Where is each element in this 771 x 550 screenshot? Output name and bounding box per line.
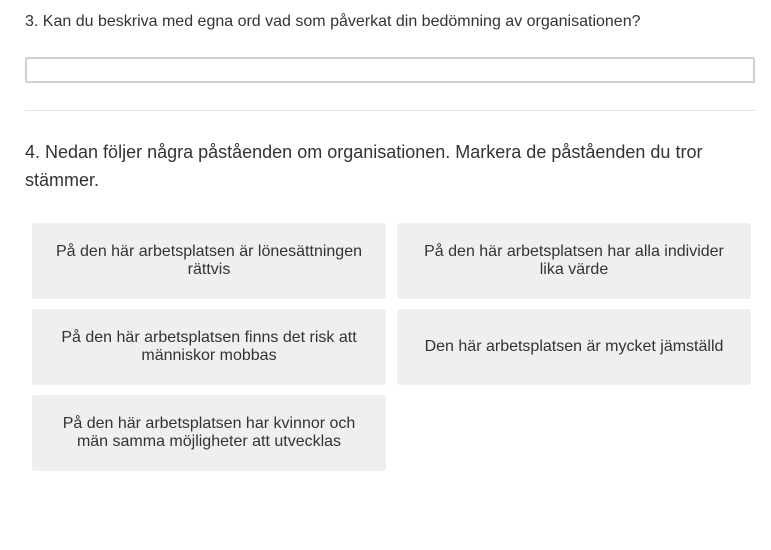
statement-option-label: På den här arbetsplatsen har alla individer lika värde	[424, 243, 724, 278]
question-4-text: 4. Nedan följer några påståenden om organisationen. Markera de påståenden du tror stämmer.	[25, 142, 703, 190]
statement-option-label: Den här arbetsplatsen är mycket jämställd	[424, 338, 724, 355]
statement-option-fair-salary[interactable]	[32, 223, 386, 299]
question-3-text: 3. Kan du beskriva med egna ord vad som påverkat din bedömning av organisationen?	[25, 13, 641, 30]
question-3-answer-input[interactable]	[25, 57, 755, 83]
statement-option-equal-value[interactable]	[397, 223, 751, 299]
statement-option-label: På den här arbetsplatsen är lönesättningen rättvis	[56, 243, 362, 278]
statement-option-label: På den här arbetsplatsen har kvinnor och män samma möjligheter att utvecklas	[62, 415, 356, 450]
statement-option-label: På den här arbetsplatsen finns det risk att människor mobbas	[61, 329, 357, 364]
statement-option-gender-equal[interactable]	[397, 309, 751, 385]
statement-option-bullying-risk[interactable]	[32, 309, 386, 385]
statement-option-equal-opportunities[interactable]	[32, 395, 386, 471]
section-divider	[25, 110, 755, 111]
